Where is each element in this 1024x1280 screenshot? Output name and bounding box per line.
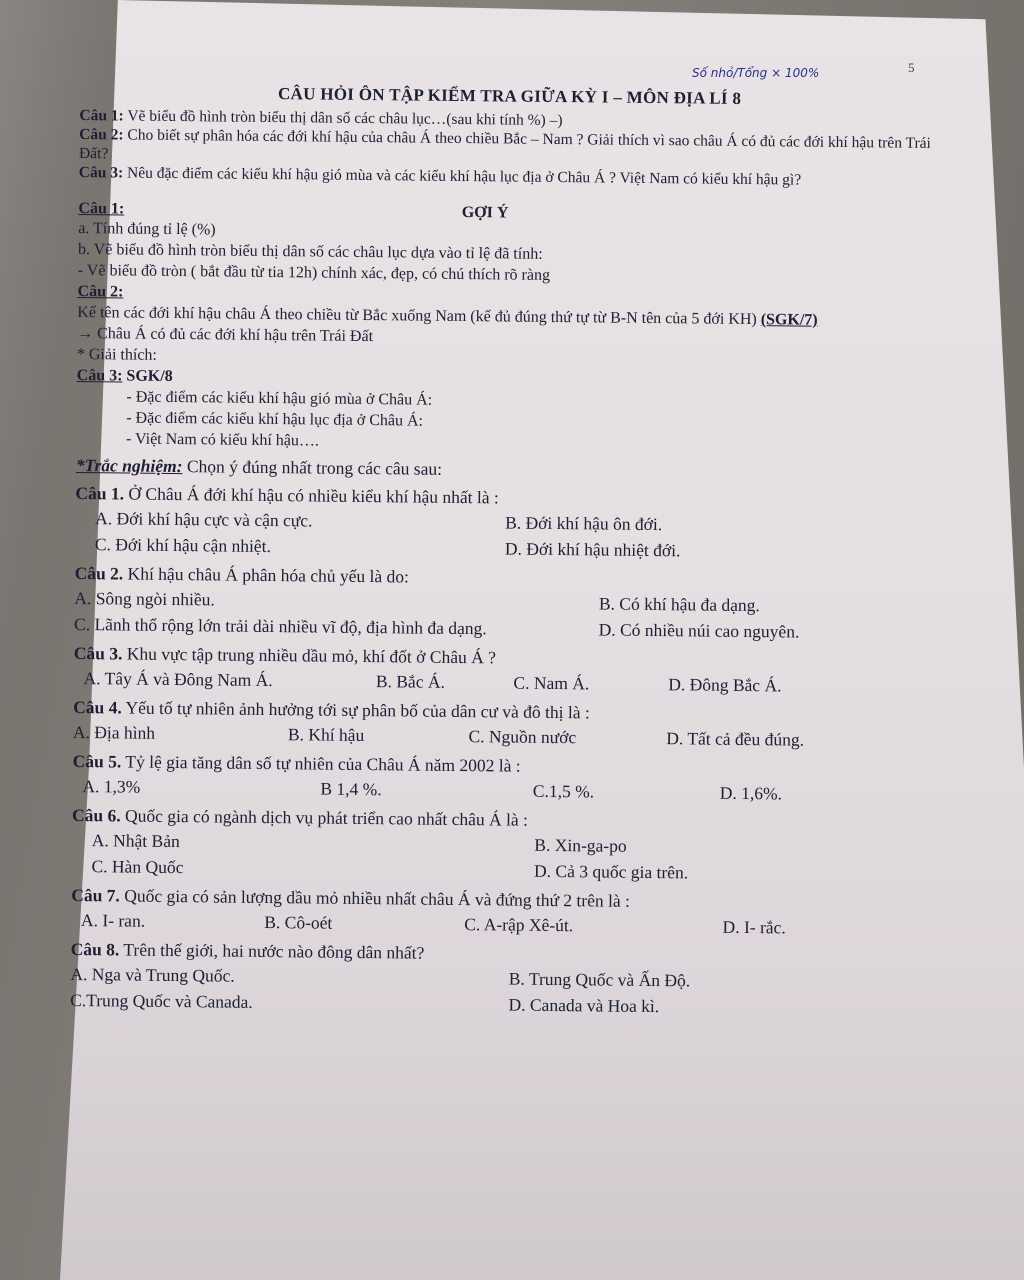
document-content [70, 60, 940, 1022]
mcq-option: D. I- rắc. [722, 916, 786, 938]
question-label: Câu 1: [79, 106, 124, 125]
mcq-option: A. I- ran. [80, 910, 146, 931]
question-text: Cho biết sự phân hóa các đới khí hậu của châu Á theo chiều Bắc – Nam ? Giải thích vì sao châu Á có đủ các đới khí hậu trên Trái Đất? [78, 126, 931, 163]
hint-c3-line: - Đặc điểm các kiểu khí hậu lục địa ở Châu Á: [126, 409, 424, 430]
mcq-label: Câu 4. [73, 696, 122, 718]
mcq-label: Câu 1. [75, 482, 125, 504]
mcq-label: Câu 3. [73, 642, 123, 664]
mcq-option: C. Nguồn nước [468, 726, 577, 748]
mcq-text: Khí hậu châu Á phân hóa chủ yếu là do: [127, 563, 410, 587]
mcq-option: D. Cả 3 quốc gia trên. [533, 860, 689, 883]
mcq-option: A. 1,3% [82, 776, 141, 797]
hint-c2-label: Câu 2: [77, 282, 124, 301]
question-label: Câu 3: [78, 163, 124, 182]
hint-heading: GỢI Ý [461, 204, 509, 222]
hint-c2-body: Kể tên các đới khí hậu châu Á theo chiều từ Bắc xuống Nam (kể đủ đúng thứ tự từ B-N tên của 5 đới KH) [77, 303, 757, 329]
hint-c2-ref: (SGK/7) [760, 311, 818, 329]
mcq-label: Câu 7. [71, 884, 120, 906]
mcq-option: C. A-rập Xê-út. [464, 914, 574, 936]
document-title: CÂU HỎI ÔN TẬP KIỂM TRA GIỮA KỲ I – MÔN ĐỊA LÍ 8 [277, 84, 742, 108]
mcq-option: C. Hàn Quốc [91, 856, 184, 878]
mcq-intro-text: Chọn ý đúng nhất trong các câu sau: [186, 456, 443, 479]
mcq-option: C. Đới khí hậu cận nhiệt. [94, 534, 271, 557]
mcq-option: B. Cô-oét [264, 911, 333, 933]
mcq-option: C.Trung Quốc và Canada. [70, 989, 253, 1012]
mcq-text: Tỷ lệ gia tăng dân số tự nhiên của Châu Á năm 2002 là : [125, 751, 521, 776]
mcq-label: Câu 6. [71, 804, 121, 826]
mcq-label: Câu 5. [72, 750, 122, 772]
mcq-option: D. Có nhiều núi cao nguyên. [598, 619, 800, 642]
mcq-text: Yếu tố tự nhiên ảnh hưởng tới sự phân bố của dân cư và đô thị là : [125, 697, 590, 723]
mcq-option: A. Địa hình [72, 721, 156, 743]
hint-c1-line: a. Tính đúng tỉ lệ (%) [78, 219, 216, 239]
mcq-option: B. Có khí hậu đa dạng. [598, 593, 760, 616]
hint-c2-explain: * Giải thích: [76, 345, 157, 364]
mcq-text: Quốc gia có ngành dịch vụ phát triển cao nhất châu Á là : [124, 805, 529, 830]
page-number: 5 [908, 60, 915, 75]
mcq-intro [76, 453, 936, 486]
mcq-option: A. Tây Á và Đông Nam Á. [83, 668, 273, 691]
mcq-option: A. Sông ngòi nhiều. [74, 587, 215, 610]
mcq-option: D. Canada và Hoa kì. [508, 994, 660, 1017]
hint-c3-ref: SGK/8 [126, 367, 173, 385]
mcq-option: B. Đới khí hậu ôn đới. [505, 512, 663, 535]
mcq-option: B. Bắc Á. [375, 671, 446, 692]
mcq-option: A. Đới khí hậu cực và cận cực. [95, 508, 313, 531]
mcq-text: Khu vực tập trung nhiều dầu mỏ, khí đốt ở Châu Á ? [126, 643, 497, 668]
mcq-text: Ở Châu Á đới khí hậu có nhiều kiểu khí hậu nhất là : [128, 483, 499, 508]
question-text: Vẽ biểu đồ hình tròn biểu thị dân số các châu lục…(sau khi tính %) –) [127, 107, 563, 130]
hint-c3-line: - Đặc điểm các kiểu khí hậu gió mùa ở Châu Á: [126, 388, 433, 409]
mcq-label: Câu 8. [70, 938, 120, 960]
mcq-option: D. Đới khí hậu nhiệt đới. [504, 538, 681, 561]
hint-c1-label: Câu 1: [78, 199, 125, 218]
handwritten-note: Số nhỏ/Tổng × 100% [692, 66, 820, 80]
mcq-option: B 1,4 %. [320, 778, 382, 800]
mcq-option: C.1,5 %. [532, 780, 595, 802]
mcq-intro-label: *Trắc nghiệm: [75, 454, 183, 477]
mcq-option: B. Xin-ga-po [534, 834, 627, 856]
question-text: Nêu đặc điểm các kiểu khí hậu gió mùa và các kiểu khí hậu lục địa ở Châu Á ? Việt Nam có kiểu khí hậu gì? [126, 164, 802, 189]
mcq-option: D. Đông Bắc Á. [668, 674, 782, 696]
mcq-option: B. Trung Quốc và Ấn Độ. [508, 968, 691, 991]
hint-c1-line: - Vẽ biểu đồ tròn ( bắt đầu từ tia 12h) chính xác, đẹp, có chú thích rõ ràng [77, 261, 551, 284]
hint-c1-line: b. Vẽ biểu đồ hình tròn biểu thị dân số các châu lục dựa vào tỉ lệ đã tính: [77, 240, 543, 263]
question-label: Câu 2: [79, 125, 124, 144]
hint-c2-arrow: → Châu Á có đủ các đới khí hậu trên Trái Đất [77, 324, 374, 346]
mcq-option: C. Nam Á. [513, 672, 590, 694]
mcq-text: Trên thế giới, hai nước nào đông dân nhất? [123, 939, 425, 963]
hint-c3-line: - Việt Nam có kiểu khí hậu…. [125, 430, 320, 450]
mcq-label: Câu 2. [74, 562, 124, 584]
mcq-option: C. Lãnh thổ rộng lớn trải dài nhiều vĩ độ, địa hình đa dạng. [73, 613, 487, 639]
mcq-option: A. Nhật Bản [91, 830, 180, 852]
hint-c3-label: Câu 3: [76, 366, 123, 385]
mcq-text: Quốc gia có sản lượng dầu mỏ nhiều nhất châu Á và đứng thứ 2 trên là : [124, 885, 631, 911]
mcq-option: D. 1,6%. [719, 782, 783, 804]
mcq-option: A. Nga và Trung Quốc. [70, 963, 235, 986]
mcq-option: B. Khí hậu [287, 724, 365, 746]
mcq-option: D. Tất cả đều đúng. [666, 728, 805, 750]
